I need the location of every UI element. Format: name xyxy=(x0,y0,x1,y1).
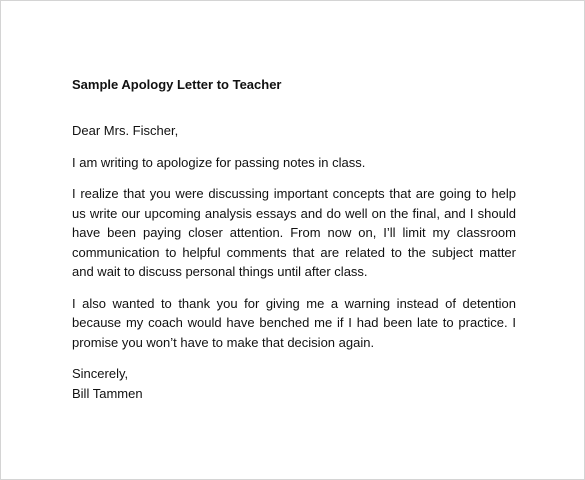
letter-signature: Bill Tammen xyxy=(72,385,143,401)
letter-paragraph-2: I realize that you were discussing important concepts that are going to help us write our upcoming analysis essays and do well on the final, and I should have been paying closer attention. From now on, I’ll limit my classroom communication to helpful comments that are related to the subject matter and wait to discuss personal things until after class. xyxy=(72,186,516,279)
letter-closing: Sincerely, xyxy=(72,366,129,381)
letter-closing-block xyxy=(72,364,516,403)
letter-title: Sample Apology Letter to Teacher xyxy=(72,77,282,92)
letter-body xyxy=(72,75,516,403)
letter-salutation: Dear Mrs. Fischer, xyxy=(72,123,179,138)
letter-paragraph-1: I am writing to apologize for passing notes in class. xyxy=(72,154,366,170)
letter-paragraph-3: I also wanted to thank you for giving me a warning instead of detention because my coach would have benched me if I had been late to practice. I promise you won’t have to make that decision again. xyxy=(72,295,516,350)
